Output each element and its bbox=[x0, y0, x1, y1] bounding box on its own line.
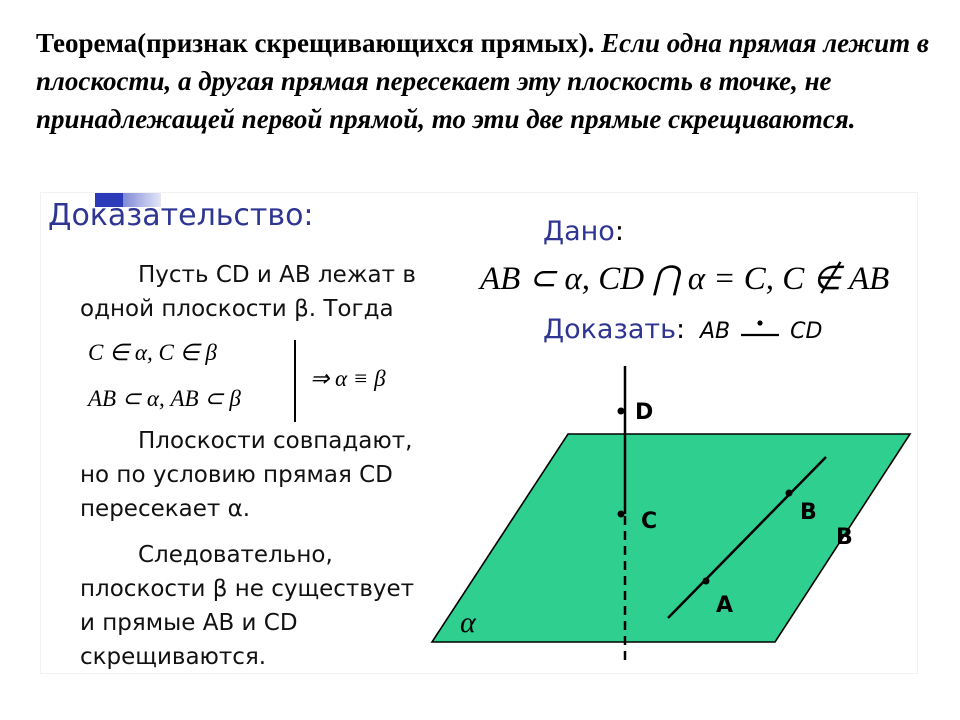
proof-line: плоскости β не существует bbox=[80, 576, 415, 602]
theorem-title: Теорема(признак скрещивающихся прямых). bbox=[36, 28, 595, 58]
prove-label: Доказать: bbox=[543, 314, 686, 345]
prove-label-text: Доказать bbox=[543, 314, 677, 345]
point-d bbox=[618, 408, 625, 415]
label-a: A bbox=[716, 593, 734, 618]
label-d: D bbox=[635, 400, 654, 425]
proof-title: Доказательство: bbox=[48, 198, 314, 233]
given-label-text: Дано bbox=[543, 216, 615, 247]
label-alpha: α bbox=[460, 606, 476, 639]
given-formula: AB ⊂ α, CD ⋂ α = C, C ∉ AB bbox=[480, 261, 890, 297]
proof-line: Пусть CD и AB лежат в bbox=[138, 262, 416, 288]
formula-line-2: AB ⊂ α, AB ⊂ β bbox=[88, 386, 241, 411]
formula-line-1: C ∈ α, C ∈ β bbox=[88, 340, 217, 365]
given-label: Дано: bbox=[543, 216, 624, 247]
prove-line-2: CD bbox=[790, 319, 823, 344]
theorem-statement: Если одна прямая лежит в плоскости, а другая прямая пересекает эту плоскость в точке, не принадлежащей первой прямой, то эти две прямые скрещиваются. bbox=[36, 28, 929, 134]
formula-result: ⇒ α ≡ β bbox=[310, 366, 386, 391]
proof-line: Плоскости совпадают, bbox=[138, 428, 413, 454]
proof-line: пересекает α. bbox=[80, 496, 251, 522]
label-b: B bbox=[800, 500, 817, 525]
label-c: C bbox=[641, 509, 658, 534]
point-b bbox=[786, 490, 793, 497]
proof-line: но по условию прямая CD bbox=[80, 462, 393, 488]
proof-line: Следовательно, bbox=[138, 542, 333, 568]
proof-line: одной плоскости β. Тогда bbox=[80, 296, 394, 322]
proof-line: скрещиваются. bbox=[80, 644, 267, 670]
proof-line: и прямые AB и CD bbox=[80, 610, 298, 636]
point-a bbox=[703, 578, 710, 585]
point-c bbox=[618, 511, 625, 518]
label-b-outer: B bbox=[836, 525, 853, 550]
prove-line-1: AB bbox=[700, 319, 731, 344]
